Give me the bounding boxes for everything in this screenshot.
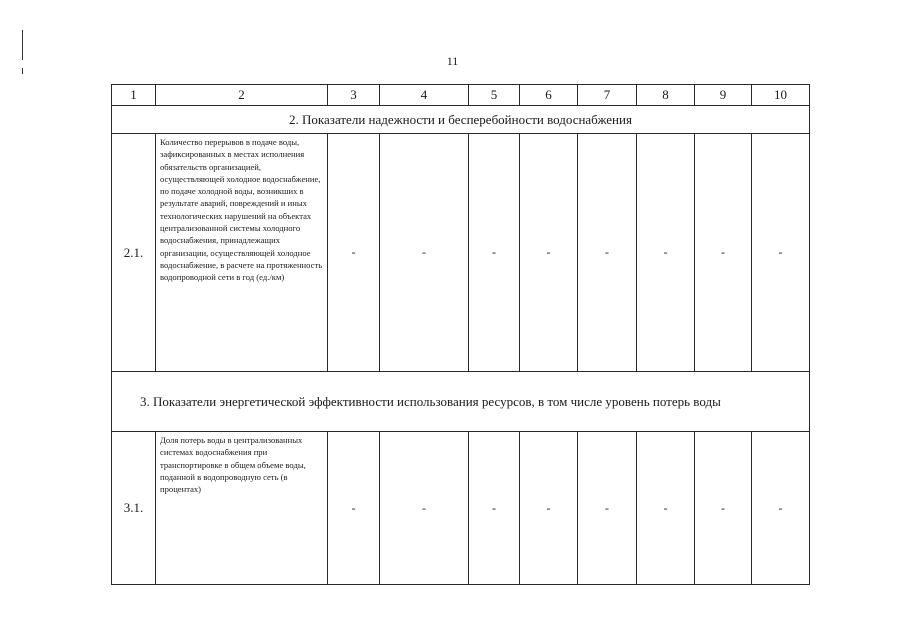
- column-header: 7: [578, 85, 637, 106]
- row-description: Доля потерь воды в централизованных системах водоснабжения при транспортировке в общем объеме воды, поданной в водопроводную сеть (в процентах): [156, 432, 328, 585]
- column-number-row: [112, 85, 810, 106]
- column-header: 1: [112, 85, 156, 106]
- section-2-title: 2. Показатели надежности и бесперебойности водоснабжения: [112, 106, 810, 134]
- value-cell: -: [469, 432, 520, 585]
- value-cell: -: [328, 134, 380, 372]
- column-header: 9: [695, 85, 752, 106]
- row-number: 3.1.: [112, 432, 156, 585]
- section-row: [112, 372, 810, 432]
- table-row: [112, 134, 810, 372]
- value-cell: -: [578, 432, 637, 585]
- column-header: 4: [380, 85, 469, 106]
- value-cell: -: [469, 134, 520, 372]
- section-row: [112, 106, 810, 134]
- value-cell: -: [578, 134, 637, 372]
- column-header: 6: [520, 85, 578, 106]
- column-header: 10: [752, 85, 810, 106]
- value-cell: -: [752, 134, 810, 372]
- value-cell: -: [637, 432, 695, 585]
- row-number: 2.1.: [112, 134, 156, 372]
- value-cell: -: [520, 134, 578, 372]
- value-cell: -: [752, 432, 810, 585]
- column-header: 2: [156, 85, 328, 106]
- value-cell: -: [695, 432, 752, 585]
- value-cell: -: [380, 134, 469, 372]
- column-header: 5: [469, 85, 520, 106]
- table-row: [112, 432, 810, 585]
- row-description: Количество перерывов в подаче воды, зафиксированных в местах исполнения обязательств организацией, осуществляющей холодное водоснабжение, по подаче холодной воды, возникших в результате аварий, повреждений и иных технологических нарушений на объектах централизованной системы холодного водоснабжения, принадлежащих организации, осуществляющей холодное водоснабжение, в расчете на протяженность водопроводной сети в год (ед./км): [156, 134, 328, 372]
- column-header: 3: [328, 85, 380, 106]
- section-3-title: 3. Показатели энергетической эффективности использования ресурсов, в том числе уровень потерь воды: [112, 372, 810, 432]
- page-number: 11: [446, 54, 459, 68]
- column-header: 8: [637, 85, 695, 106]
- value-cell: -: [328, 432, 380, 585]
- value-cell: -: [637, 134, 695, 372]
- indicators-table: [111, 84, 810, 585]
- value-cell: -: [520, 432, 578, 585]
- value-cell: -: [695, 134, 752, 372]
- value-cell: -: [380, 432, 469, 585]
